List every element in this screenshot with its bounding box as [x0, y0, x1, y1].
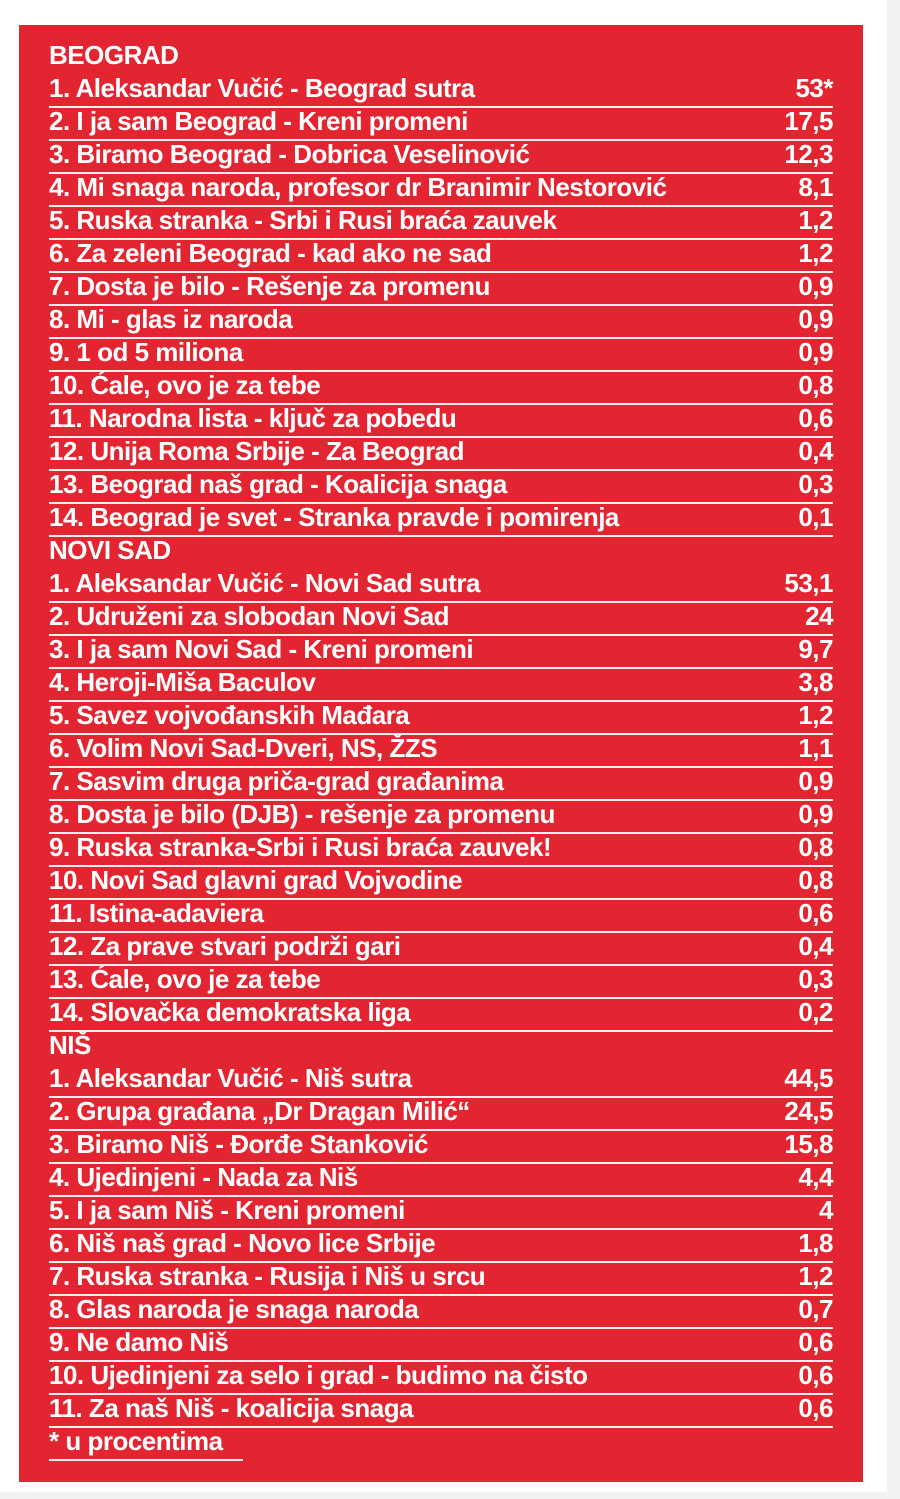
result-value: 0,6 [798, 403, 833, 433]
list-name: 7. Sasvim druga priča-grad građanima [49, 766, 504, 796]
list-name: 11. Istina-adaviera [49, 898, 264, 928]
footnote-text: * u procentima [49, 1428, 243, 1461]
list-name: 3. Biramo Beograd - Dobrica Veselinović [49, 139, 530, 169]
section-title: NOVI SAD [49, 535, 171, 565]
result-value: 0,6 [798, 898, 833, 928]
result-row [49, 735, 833, 768]
list-name: 4. Mi snaga naroda, profesor dr Branimir Nestorović [49, 172, 667, 202]
result-value: 0,6 [798, 1327, 833, 1357]
result-value: 44,5 [784, 1063, 833, 1093]
result-value: 0,2 [798, 997, 833, 1027]
result-row [49, 1230, 833, 1263]
section-title: BEOGRAD [49, 40, 179, 70]
results-table [49, 42, 833, 1428]
list-name: 11. Narodna lista - ključ za pobedu [49, 403, 457, 433]
result-row [49, 1263, 833, 1296]
result-value: 0,9 [798, 766, 833, 796]
result-value: 1,8 [798, 1228, 833, 1258]
list-name: 3. I ja sam Novi Sad - Kreni promeni [49, 634, 474, 664]
result-value: 0,4 [798, 436, 833, 466]
result-value: 4,4 [798, 1162, 833, 1192]
result-value: 4 [819, 1195, 833, 1225]
list-name: 14. Slovačka demokratska liga [49, 997, 411, 1027]
list-name: 7. Ruska stranka - Rusija i Niš u srcu [49, 1261, 486, 1291]
result-value: 53,1 [784, 568, 833, 598]
list-name: 8. Mi - glas iz naroda [49, 304, 293, 334]
result-value: 1,2 [798, 1261, 833, 1291]
result-value: 0,8 [798, 832, 833, 862]
result-value: 12,3 [784, 139, 833, 169]
result-row [49, 240, 833, 273]
list-name: 2. I ja sam Beograd - Kreni promeni [49, 106, 468, 136]
section-title: NIŠ [49, 1030, 91, 1060]
list-name: 7. Dosta je bilo - Rešenje za promenu [49, 271, 490, 301]
result-row [49, 867, 833, 900]
result-row [49, 900, 833, 933]
list-name: 4. Ujedinjeni - Nada za Niš [49, 1162, 358, 1192]
result-value: 1,2 [798, 700, 833, 730]
result-row [49, 405, 833, 438]
result-value: 24,5 [784, 1096, 833, 1126]
result-row [49, 207, 833, 240]
result-row [49, 1098, 833, 1131]
result-row [49, 1296, 833, 1329]
list-name: 4. Heroji-Miša Baculov [49, 667, 316, 697]
result-value: 0,9 [798, 304, 833, 334]
list-name: 10. Ujedinjeni za selo i grad - budimo na čisto [49, 1360, 588, 1390]
page-edge-right [887, 0, 900, 1499]
list-name: 1. Aleksandar Vučić - Beograd sutra [49, 73, 475, 103]
result-row [49, 1164, 833, 1197]
result-row [49, 636, 833, 669]
footnote [49, 1428, 833, 1461]
list-name: 9. Ruska stranka-Srbi i Rusi braća zauvek! [49, 832, 552, 862]
result-row [49, 174, 833, 207]
result-value: 0,9 [798, 799, 833, 829]
result-value: 0,9 [798, 271, 833, 301]
list-name: 3. Biramo Niš - Đorđe Stanković [49, 1129, 428, 1159]
result-row [49, 966, 833, 999]
list-name: 9. Ne damo Niš [49, 1327, 229, 1357]
result-row [49, 1362, 833, 1395]
result-value: 17,5 [784, 106, 833, 136]
list-name: 1. Aleksandar Vučić - Novi Sad sutra [49, 568, 480, 598]
result-row [49, 1065, 833, 1098]
result-value: 0,6 [798, 1393, 833, 1423]
result-value: 53* [795, 73, 833, 103]
result-value: 0,4 [798, 931, 833, 961]
result-value: 0,9 [798, 337, 833, 367]
result-row [49, 141, 833, 174]
result-row [49, 603, 833, 636]
list-name: 13. Ćale, ovo je za tebe [49, 964, 321, 994]
list-name: 12. Unija Roma Srbije - Za Beograd [49, 436, 464, 466]
list-name: 2. Udruženi za slobodan Novi Sad [49, 601, 450, 631]
result-row [49, 438, 833, 471]
result-row [49, 339, 833, 372]
result-row [49, 702, 833, 735]
result-value: 0,3 [798, 964, 833, 994]
result-row [49, 1131, 833, 1164]
list-name: 9. 1 od 5 miliona [49, 337, 243, 367]
result-value: 0,8 [798, 865, 833, 895]
result-value: 1,2 [798, 205, 833, 235]
list-name: 5. Savez vojvođanskih Mađara [49, 700, 410, 730]
result-value: 1,2 [798, 238, 833, 268]
result-value: 8,1 [798, 172, 833, 202]
result-row [49, 801, 833, 834]
result-value: 9,7 [798, 634, 833, 664]
result-row [49, 273, 833, 306]
result-row [49, 108, 833, 141]
result-row [49, 75, 833, 108]
result-row [49, 504, 833, 537]
result-row [49, 306, 833, 339]
list-name: 6. Volim Novi Sad-Dveri, NS, ŽZS [49, 733, 438, 763]
list-name: 10. Novi Sad glavni grad Vojvodine [49, 865, 463, 895]
list-name: 6. Niš naš grad - Novo lice Srbije [49, 1228, 436, 1258]
result-value: 0,8 [798, 370, 833, 400]
result-row [49, 933, 833, 966]
list-name: 5. Ruska stranka - Srbi i Rusi braća zauvek [49, 205, 557, 235]
list-name: 11. Za naš Niš - koalicija snaga [49, 1393, 414, 1423]
list-name: 10. Ćale, ovo je za tebe [49, 370, 321, 400]
result-row [49, 372, 833, 405]
result-row [49, 1395, 833, 1428]
list-name: 13. Beograd naš grad - Koalicija snaga [49, 469, 507, 499]
result-value: 0,6 [798, 1360, 833, 1390]
result-row [49, 834, 833, 867]
result-row [49, 999, 833, 1032]
election-results-panel [19, 25, 863, 1482]
result-value: 0,3 [798, 469, 833, 499]
list-name: 14. Beograd je svet - Stranka pravde i pomirenja [49, 502, 619, 532]
list-name: 6. Za zeleni Beograd - kad ako ne sad [49, 238, 492, 268]
result-row [49, 471, 833, 504]
list-name: 12. Za prave stvari podrži gari [49, 931, 401, 961]
result-value: 3,8 [798, 667, 833, 697]
result-row [49, 669, 833, 702]
list-name: 2. Grupa građana „Dr Dragan Milić“ [49, 1096, 470, 1126]
list-name: 8. Dosta je bilo (DJB) - rešenje za promenu [49, 799, 555, 829]
result-value: 0,7 [798, 1294, 833, 1324]
result-row [49, 570, 833, 603]
page-edge-bottom [0, 1492, 900, 1499]
list-name: 1. Aleksandar Vučić - Niš sutra [49, 1063, 412, 1093]
result-row [49, 1329, 833, 1362]
result-value: 0,1 [798, 502, 833, 532]
list-name: 5. I ja sam Niš - Kreni promeni [49, 1195, 405, 1225]
result-row [49, 1197, 833, 1230]
result-value: 24 [805, 601, 833, 631]
list-name: 8. Glas naroda je snaga naroda [49, 1294, 419, 1324]
result-value: 1,1 [798, 733, 833, 763]
result-row [49, 768, 833, 801]
result-value: 15,8 [784, 1129, 833, 1159]
